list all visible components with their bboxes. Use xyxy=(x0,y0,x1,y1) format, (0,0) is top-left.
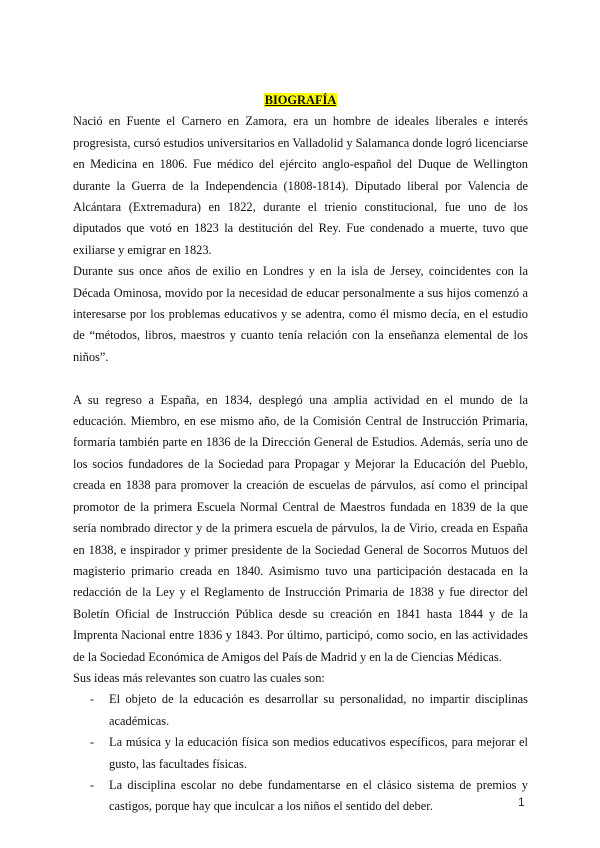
bullet-dash: - xyxy=(90,777,95,792)
paragraph-ideas-intro: Sus ideas más relevantes son cuatro las cuales son: xyxy=(73,670,325,685)
bullet-dash: - xyxy=(90,692,95,707)
document-page xyxy=(73,90,528,818)
list-item xyxy=(73,732,528,775)
paragraph-spacer xyxy=(73,368,528,389)
list-item-text: El objeto de la educación es desarrollar su personalidad, no impartir disciplinas académicas. xyxy=(109,692,528,728)
title-highlight: BIOGRAFÍA xyxy=(264,93,337,107)
list-item xyxy=(73,689,528,732)
paragraph-exile: Durante sus once años de exilio en Londres y en la isla de Jersey, coincidentes con la Década Ominosa, movido por la necesidad de educar personalmente a sus hijos comenzó a interesarse por los problemas educativos y se adentra, como él mismo decía, en el estudio de “métodos, libros, maestros y cuanto tenía relación con la enseñanza elemental de los niños”. xyxy=(73,264,528,364)
list-item-text: La música y la educación física son medios educativos específicos, para mejorar el gusto, las facultades físicas. xyxy=(109,735,528,771)
list-item-text: La disciplina escolar no debe fundamentarse en el clásico sistema de premios y castigos, porque hay que inculcar a los niños el sentido del deber. xyxy=(109,777,528,814)
paragraph-return-to-spain: A su regreso a España, en 1834, desplegó una amplia actividad en el mundo de la educación. Miembro, en ese mismo año, de la Comisión Central de Instrucción Primaria, formaría también parte en 1836 de la Dirección General de Estudios. Además, sería uno de los socios fundadores de la Sociedad para Propagar y Mejorar la Educación del Pueblo, creada en 1838 para promover la creación de escuelas de párvulos, así como el principal promotor de la primera Escuela Normal Central de Maestros fundada en 1839 de la que sería nombrado director y de la primera escuela de párvulos, la de Virio, creada en España en 1838, e inspirador y primer presidente de la Sociedad General de Socorros Mutuos del magisterio primario creada en 1840. Asimismo tuvo una participación destacada en la redacción de la Ley y el Reglamento de Instrucción Primaria de 1838 y fue director del Boletín Oficial de Instrucción Pública desde su creación en 1841 hasta 1844 y de la Imprenta Nacional entre 1836 y 1843. Por último, participó, como socio, en las actividades de la Sociedad Económica de Amigos del País de Madrid y en la de Ciencias Médicas. xyxy=(73,392,528,664)
page-number: 1 xyxy=(518,795,525,809)
bullet-dash: - xyxy=(90,735,95,750)
paragraph-early-life: Nació en Fuente el Carnero en Zamora, era un hombre de ideales liberales e interés progresista, cursó estudios universitarios en Valladolid y Salamanca donde logró licenciarse en Medicina en 1806. Fue médico del ejército anglo-español del Duque de Wellington durante la Guerra de la Independencia (1808-1814). Diputado liberal por Valencia de Alcántara (Extremadura) en 1822, durante el trienio constitucional, fue uno de los diputados que votó en 1823 la destitución del Rey. Fue condenado a muerte, tuvo que exiliarse y emigrar en 1823. xyxy=(73,114,529,257)
ideas-list xyxy=(73,689,528,817)
document-title xyxy=(73,90,528,111)
list-item xyxy=(73,775,528,818)
